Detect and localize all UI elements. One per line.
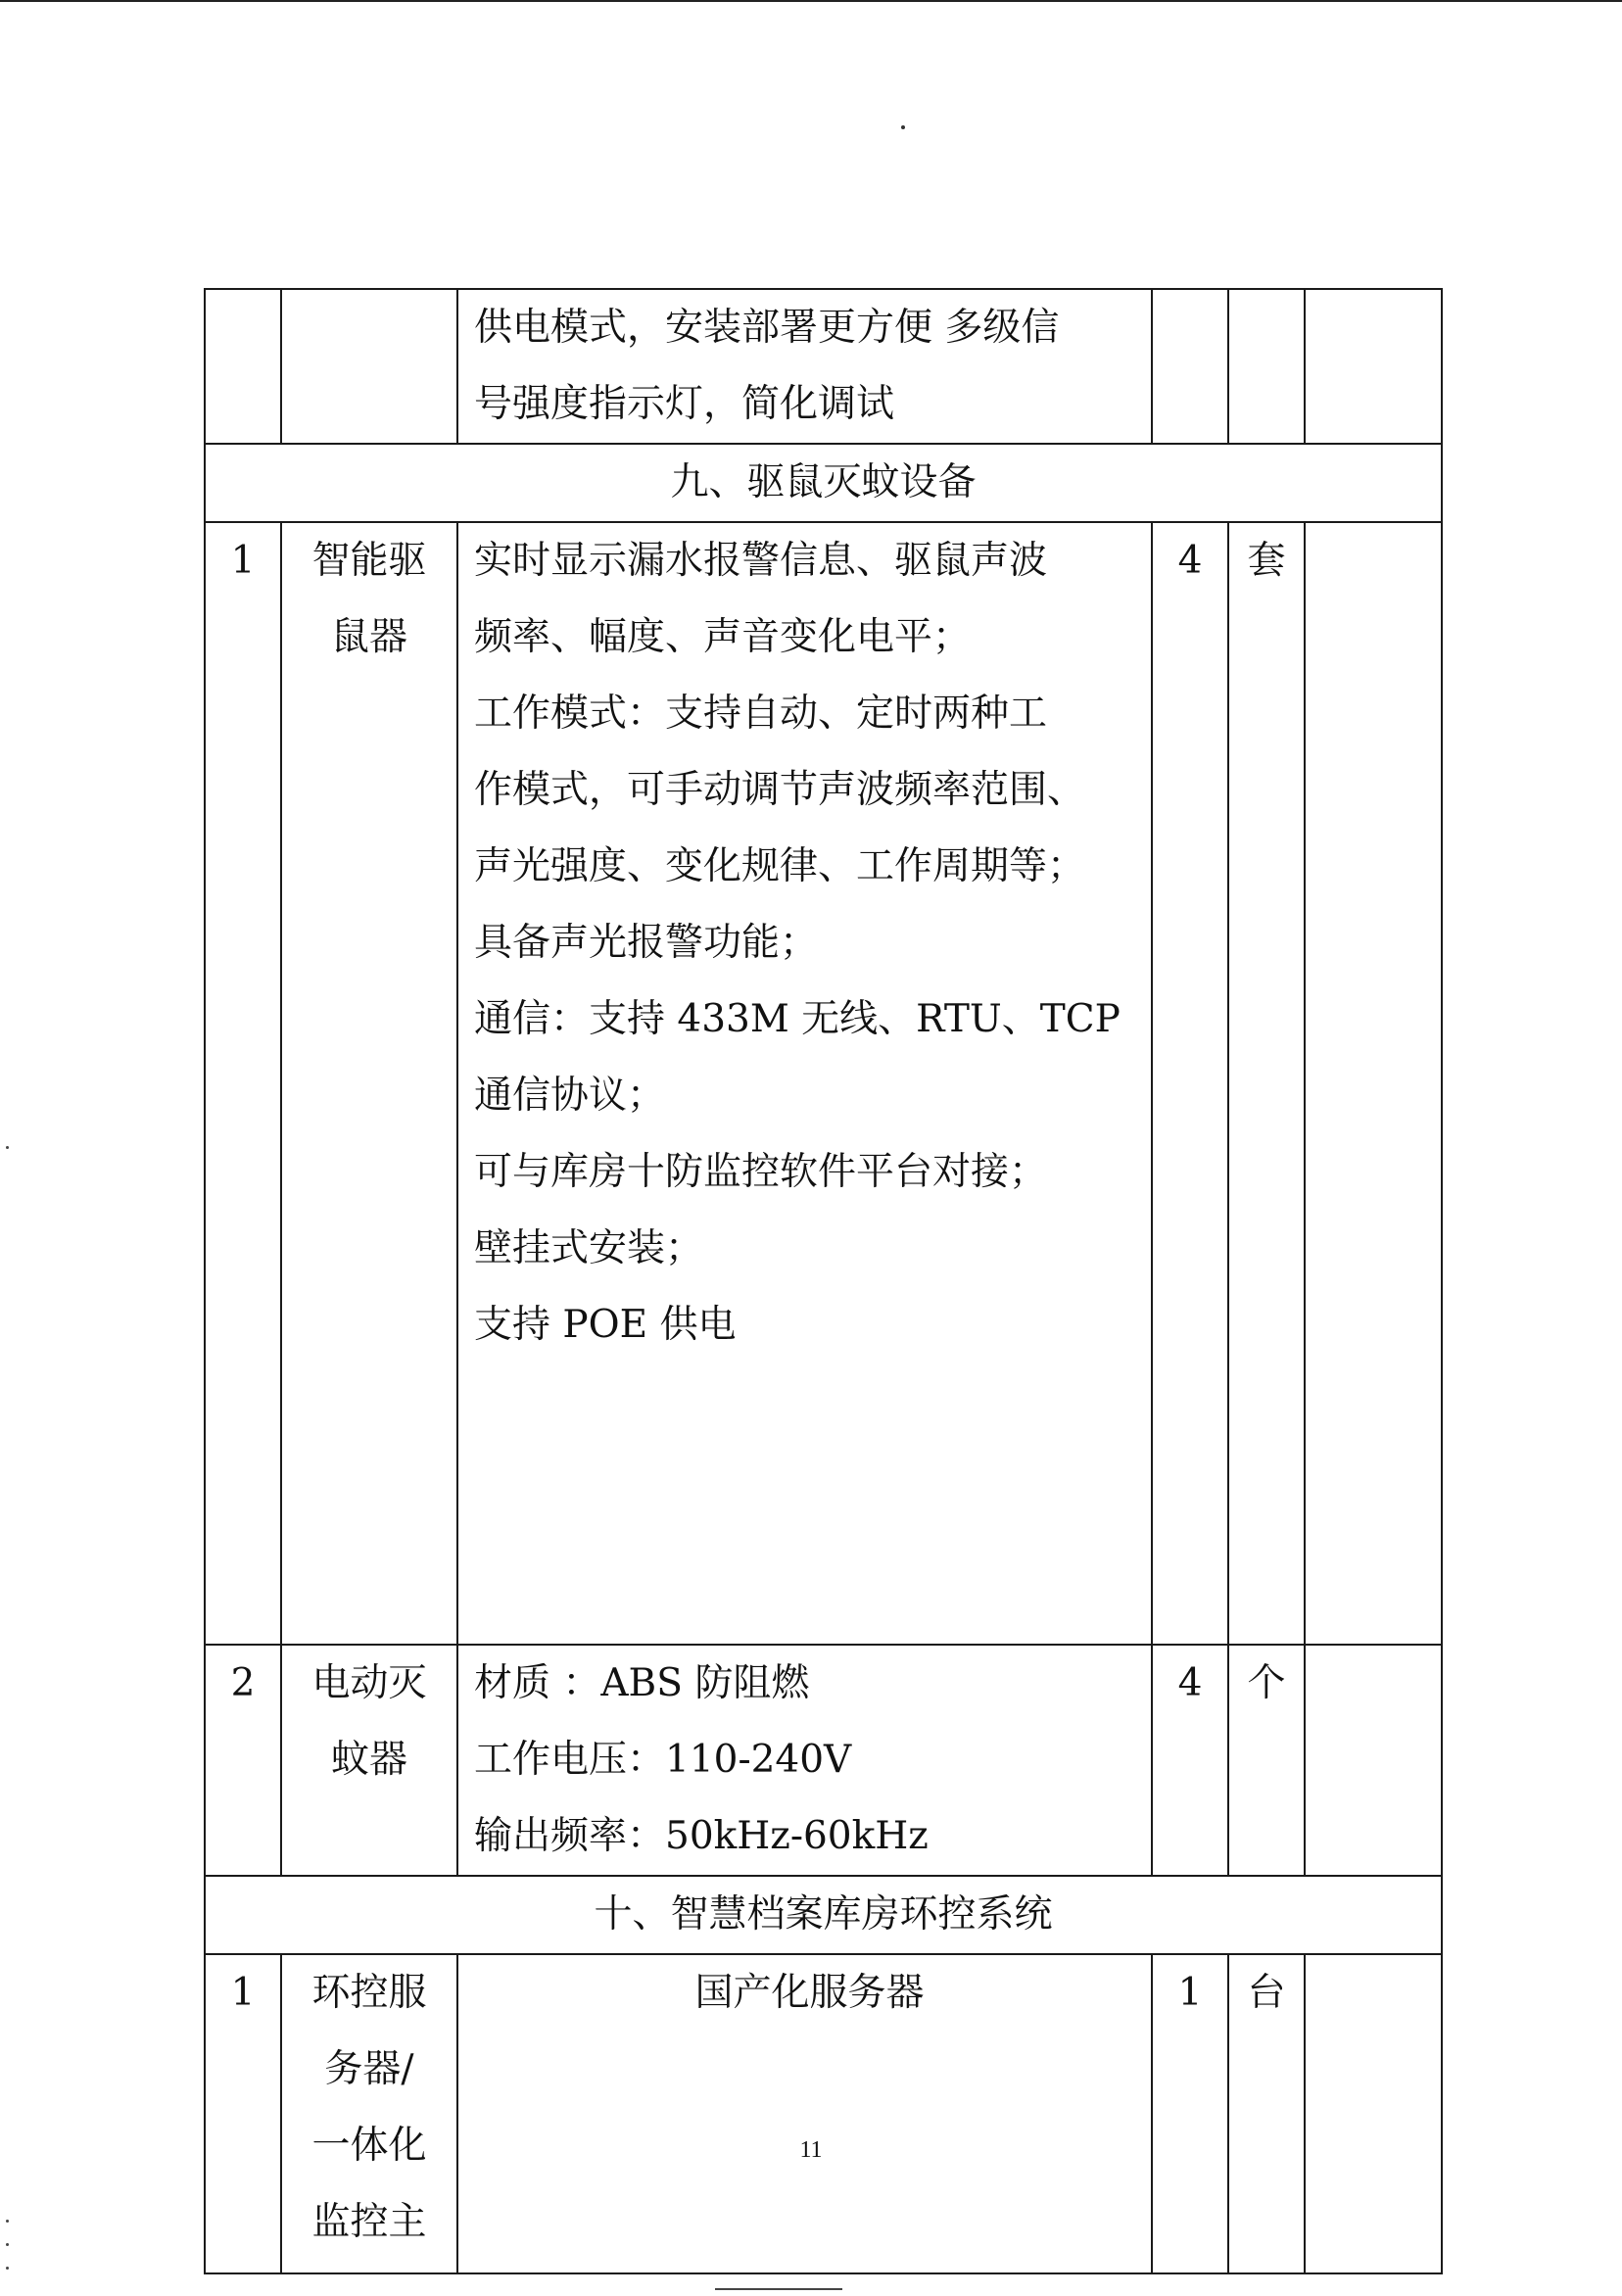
item-name-cell	[281, 289, 457, 444]
item-unit-cell	[1228, 522, 1305, 1645]
item-spec-line: 具备声光报警功能；	[474, 921, 819, 965]
item-spec-cell	[457, 289, 1152, 444]
item-name-line: 务器/	[324, 2047, 414, 2091]
margin-mark	[6, 2220, 9, 2223]
item-unit: 套	[1247, 539, 1286, 583]
item-number: 1	[230, 539, 256, 583]
item-spec-line: 供电模式，安装部署更方便 多级信	[474, 306, 1060, 350]
item-spec-cell	[457, 522, 1152, 1645]
item-spec-line: 可与库房十防监控软件平台对接；	[474, 1150, 1048, 1194]
item-name-line: 电动灭	[311, 1661, 427, 1705]
item-spec-line: 通信：支持 433M 无线、RTU、TCP	[474, 997, 1121, 1041]
item-number: 1	[230, 1971, 256, 2015]
item-unit-cell	[1228, 1954, 1305, 2273]
item-spec-line: 声光强度、变化规律、工作周期等；	[474, 844, 1086, 888]
item-spec-line: 材质 ：ABS 防阻燃	[474, 1661, 810, 1705]
item-spec-line: 支持 POE 供电	[474, 1303, 737, 1347]
item-quantity: 4	[1177, 539, 1203, 583]
table-row	[205, 522, 1442, 1645]
item-spec-line: 通信协议；	[474, 1074, 666, 1118]
item-spec-cell	[457, 1645, 1152, 1876]
item-unit: 台	[1247, 1971, 1286, 2015]
item-spec-line: 号强度指示灯，简化调试	[474, 382, 895, 426]
margin-mark	[6, 1146, 9, 1149]
item-name-line: 智能驱	[311, 539, 427, 583]
item-name-line: 鼠器	[330, 615, 407, 659]
top-rule	[0, 0, 1622, 2]
item-spec-line: 壁挂式安装；	[474, 1226, 704, 1270]
item-unit: 个	[1247, 1661, 1286, 1705]
item-unit-cell	[1228, 1645, 1305, 1876]
item-spec-line: 国产化服务器	[694, 1971, 925, 2015]
margin-mark	[6, 2267, 9, 2270]
item-name-line: 蚊器	[330, 1738, 407, 1782]
item-name-line: 一体化	[311, 2124, 427, 2168]
section-title: 十、智慧档案库房环控系统	[205, 1876, 1442, 1954]
item-remark-cell	[1305, 1645, 1442, 1876]
margin-mark	[6, 2243, 9, 2246]
section-title: 九、驱鼠灭蚊设备	[205, 444, 1442, 522]
page-number: 11	[799, 2137, 823, 2163]
item-number-cell	[205, 289, 281, 444]
item-remark-cell	[1305, 1954, 1442, 2273]
item-name-cell	[281, 1954, 457, 2273]
item-spec-line: 输出频率：50kHz-60kHz	[474, 1814, 929, 1858]
item-quantity: 1	[1177, 1971, 1203, 2015]
item-remark-cell	[1305, 522, 1442, 1645]
item-unit-cell	[1228, 289, 1305, 444]
item-quantity-cell	[1152, 1645, 1228, 1876]
item-number-cell	[205, 1954, 281, 2273]
item-quantity: 4	[1177, 1661, 1203, 1705]
item-name-line: 监控主	[311, 2200, 427, 2244]
table-row	[205, 289, 1442, 444]
table-row	[205, 1954, 1442, 2273]
item-number-cell	[205, 1645, 281, 1876]
item-number: 2	[230, 1661, 256, 1705]
item-name-line: 环控服	[311, 1971, 427, 2015]
item-quantity-cell	[1152, 522, 1228, 1645]
item-spec-line: 作模式，可手动调节声波频率范围、	[474, 768, 1086, 812]
item-name-cell	[281, 522, 457, 1645]
equipment-spec-table	[204, 288, 1443, 2274]
item-quantity-cell	[1152, 289, 1228, 444]
item-spec-line: 实时显示漏水报警信息、驱鼠声波	[474, 539, 1048, 583]
item-spec-line: 工作电压：110-240V	[474, 1738, 852, 1782]
item-name-cell	[281, 1645, 457, 1876]
item-number-cell	[205, 522, 281, 1645]
spec-table-body	[205, 289, 1442, 2273]
item-spec-cell	[457, 1954, 1152, 2273]
scan-smudge	[715, 2288, 842, 2290]
section-row	[205, 444, 1442, 522]
table-row	[205, 1645, 1442, 1876]
item-spec-line: 工作模式：支持自动、定时两种工	[474, 692, 1048, 736]
item-spec-line: 频率、幅度、声音变化电平；	[474, 615, 972, 659]
section-row	[205, 1876, 1442, 1954]
scan-speck	[901, 125, 905, 129]
item-remark-cell	[1305, 289, 1442, 444]
item-quantity-cell	[1152, 1954, 1228, 2273]
